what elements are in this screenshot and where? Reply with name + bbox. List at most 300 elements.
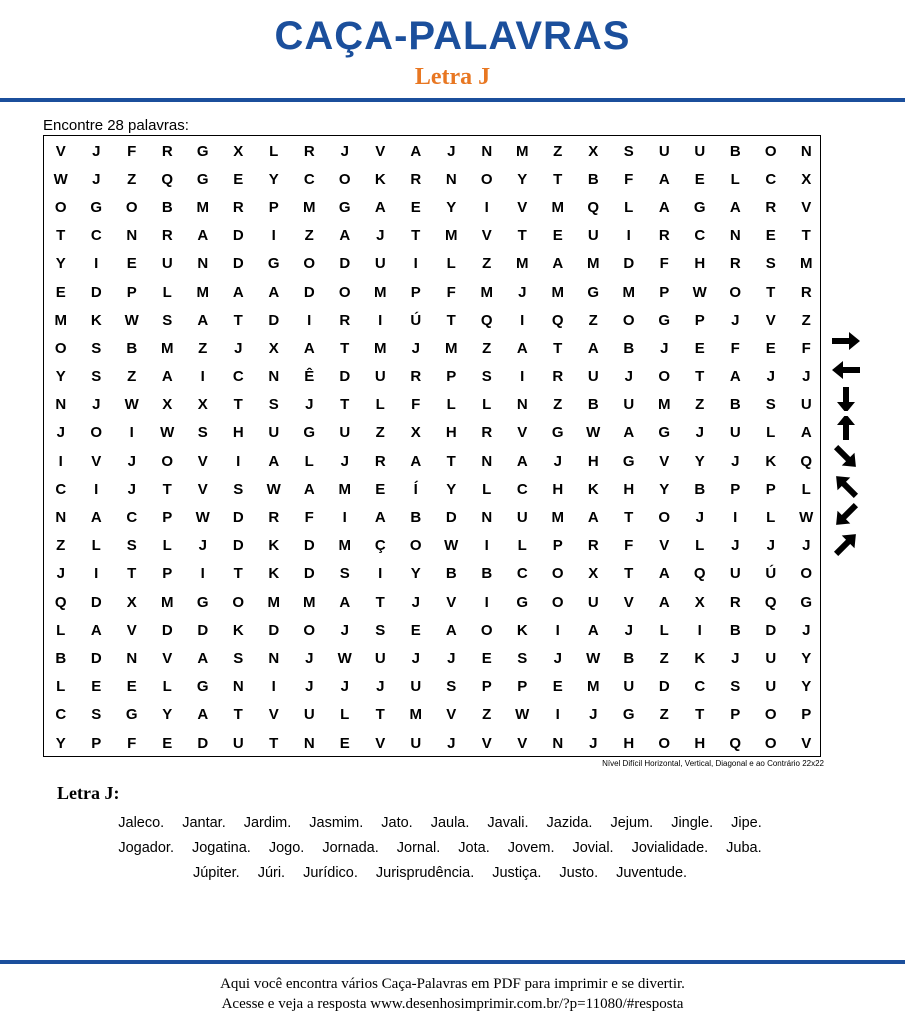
grid-cell[interactable]: I [307,311,312,329]
grid-cell[interactable]: U [374,368,386,386]
grid-cell[interactable]: R [552,368,564,386]
grid-cell[interactable]: Y [801,649,812,667]
grid-cell[interactable]: Y [410,565,421,583]
grid-cell[interactable]: T [801,227,811,245]
grid-cell[interactable]: T [411,227,421,245]
grid-cell[interactable]: N [481,509,493,527]
grid-cell[interactable]: X [588,565,599,583]
grid-cell[interactable]: Q [693,565,706,583]
grid-cell[interactable]: A [374,198,386,216]
grid-cell[interactable]: G [551,424,564,442]
grid-cell[interactable]: D [232,537,244,555]
grid-cell[interactable]: W [692,283,707,301]
grid-cell[interactable]: M [267,593,280,611]
grid-cell[interactable]: D [303,565,315,583]
grid-cell[interactable]: D [197,734,209,752]
grid-cell[interactable]: C [516,565,528,583]
grid-cell[interactable]: E [410,621,421,639]
grid-cell[interactable]: B [623,339,635,357]
grid-cell[interactable]: E [694,339,705,357]
grid-cell[interactable]: U [410,678,422,696]
grid-cell[interactable]: N [481,452,493,470]
grid-cell[interactable]: Z [56,537,66,555]
grid-cell[interactable]: E [162,734,173,752]
grid-cell[interactable]: S [233,480,244,498]
grid-cell[interactable]: Q [764,593,777,611]
grid-cell[interactable]: U [516,509,528,527]
grid-cell[interactable]: L [766,424,776,442]
grid-cell[interactable]: L [269,142,279,160]
grid-cell[interactable]: R [161,227,173,245]
grid-cell[interactable]: Z [127,368,137,386]
grid-cell[interactable]: U [765,678,777,696]
grid-cell[interactable]: S [91,706,102,724]
grid-cell[interactable]: N [303,734,315,752]
grid-cell[interactable]: I [129,424,134,442]
grid-cell[interactable]: G [125,706,138,724]
grid-cell[interactable]: N [197,255,209,273]
grid-cell[interactable]: J [305,678,314,696]
grid-cell[interactable]: J [340,621,349,639]
grid-cell[interactable]: V [517,424,528,442]
grid-cell[interactable]: T [553,339,563,357]
grid-cell[interactable]: D [90,649,102,667]
grid-cell[interactable]: I [94,565,99,583]
grid-cell[interactable]: J [127,480,136,498]
grid-cell[interactable]: L [624,198,634,216]
grid-cell[interactable]: U [161,255,173,273]
grid-cell[interactable]: R [268,509,280,527]
grid-cell[interactable]: K [516,621,528,639]
grid-cell[interactable]: Q [587,198,600,216]
grid-cell[interactable]: J [447,142,456,160]
grid-cell[interactable]: Ê [304,368,315,386]
grid-cell[interactable]: L [801,480,811,498]
grid-cell[interactable]: D [90,593,102,611]
grid-cell[interactable]: D [197,621,209,639]
grid-cell[interactable]: L [659,621,669,639]
grid-cell[interactable]: C [126,509,138,527]
grid-cell[interactable]: Y [162,706,173,724]
grid-cell[interactable]: U [729,424,741,442]
grid-cell[interactable]: L [375,396,385,414]
grid-cell[interactable]: J [92,142,101,160]
grid-cell[interactable]: Y [446,480,457,498]
grid-cell[interactable]: U [303,706,315,724]
grid-cell[interactable]: M [161,339,174,357]
grid-cell[interactable]: W [124,396,139,414]
grid-cell[interactable]: A [658,593,670,611]
grid-cell[interactable]: Q [551,311,564,329]
grid-cell[interactable]: F [624,170,634,188]
grid-cell[interactable]: T [233,396,243,414]
grid-cell[interactable]: F [127,734,137,752]
grid-cell[interactable]: W [337,649,352,667]
grid-cell[interactable]: K [374,170,386,188]
grid-cell[interactable]: M [374,339,387,357]
grid-cell[interactable]: J [553,649,562,667]
grid-cell[interactable]: U [623,396,635,414]
grid-cell[interactable]: R [729,593,741,611]
grid-cell[interactable]: R [410,170,422,188]
grid-cell[interactable]: A [516,452,528,470]
grid-cell[interactable]: Q [54,593,67,611]
grid-cell[interactable]: L [162,283,172,301]
grid-cell[interactable]: L [304,452,314,470]
grid-cell[interactable]: U [410,734,422,752]
grid-cell[interactable]: O [338,170,351,188]
grid-cell[interactable]: F [127,142,137,160]
grid-cell[interactable]: V [659,537,670,555]
grid-cell[interactable]: Ç [374,537,386,555]
grid-cell[interactable]: Z [375,424,385,442]
grid-cell[interactable]: N [729,227,741,245]
grid-cell[interactable]: E [375,480,386,498]
grid-cell[interactable]: T [695,368,705,386]
grid-cell[interactable]: Ú [765,565,777,583]
grid-cell[interactable]: P [410,283,421,301]
grid-cell[interactable]: T [127,565,137,583]
grid-cell[interactable]: S [91,368,102,386]
grid-cell[interactable]: P [162,565,173,583]
grid-cell[interactable]: P [481,678,492,696]
grid-cell[interactable]: M [587,678,600,696]
grid-cell[interactable]: J [553,452,562,470]
grid-cell[interactable]: C [55,706,67,724]
grid-cell[interactable]: P [552,537,563,555]
grid-cell[interactable]: A [516,339,528,357]
grid-cell[interactable]: C [55,480,67,498]
grid-cell[interactable]: O [338,283,351,301]
grid-cell[interactable]: Y [55,255,66,273]
grid-cell[interactable]: Z [127,170,137,188]
grid-cell[interactable]: A [552,255,564,273]
grid-cell[interactable]: T [162,480,172,498]
grid-cell[interactable]: D [232,227,244,245]
grid-cell[interactable]: J [56,424,65,442]
grid-cell[interactable]: J [695,424,704,442]
grid-cell[interactable]: X [694,593,705,611]
grid-cell[interactable]: J [234,339,243,357]
grid-cell[interactable]: U [232,734,244,752]
grid-cell[interactable]: W [195,509,210,527]
grid-cell[interactable]: J [731,311,740,329]
grid-cell[interactable]: S [339,565,350,583]
grid-cell[interactable]: I [271,227,276,245]
grid-cell[interactable]: O [303,255,316,273]
grid-cell[interactable]: V [481,227,492,245]
grid-cell[interactable]: T [517,227,527,245]
grid-cell[interactable]: S [730,678,741,696]
grid-cell[interactable]: O [800,565,813,583]
grid-cell[interactable]: R [303,142,315,160]
grid-cell[interactable]: D [339,255,351,273]
grid-cell[interactable]: G [90,198,103,216]
grid-cell[interactable]: E [552,227,563,245]
grid-cell[interactable]: O [232,593,245,611]
grid-cell[interactable]: B [587,170,599,188]
grid-cell[interactable]: J [695,509,704,527]
grid-cell[interactable]: O [764,706,777,724]
grid-cell[interactable]: A [90,509,102,527]
grid-cell[interactable]: S [765,255,776,273]
grid-cell[interactable]: P [517,678,528,696]
grid-cell[interactable]: J [127,452,136,470]
grid-cell[interactable]: J [376,678,385,696]
grid-cell[interactable]: J [802,537,811,555]
grid-cell[interactable]: U [729,565,741,583]
grid-cell[interactable]: V [268,706,279,724]
grid-cell[interactable]: Í [413,480,418,498]
grid-cell[interactable]: J [305,649,314,667]
grid-cell[interactable]: J [589,706,598,724]
grid-cell[interactable]: A [410,142,422,160]
grid-cell[interactable]: V [659,452,670,470]
grid-cell[interactable]: A [410,452,422,470]
grid-cell[interactable]: M [622,283,635,301]
grid-cell[interactable]: T [766,283,776,301]
grid-cell[interactable]: O [54,198,67,216]
grid-cell[interactable]: T [233,565,243,583]
grid-cell[interactable]: J [766,537,775,555]
grid-cell[interactable]: I [94,480,99,498]
grid-cell[interactable]: T [340,396,350,414]
grid-cell[interactable]: X [801,170,812,188]
grid-cell[interactable]: Y [446,198,457,216]
grid-cell[interactable]: Z [659,706,669,724]
grid-cell[interactable]: I [200,565,205,583]
grid-cell[interactable]: F [624,537,634,555]
grid-cell[interactable]: I [342,509,347,527]
grid-cell[interactable]: J [411,649,420,667]
grid-cell[interactable]: D [268,311,280,329]
grid-cell[interactable]: N [55,509,67,527]
grid-cell[interactable]: H [232,424,244,442]
grid-cell[interactable]: O [90,424,103,442]
grid-cell[interactable]: W [266,480,281,498]
grid-cell[interactable]: K [232,621,244,639]
grid-cell[interactable]: Z [553,396,563,414]
grid-cell[interactable]: E [694,170,705,188]
grid-cell[interactable]: A [445,621,457,639]
grid-cell[interactable]: V [446,706,457,724]
grid-cell[interactable]: M [551,509,564,527]
grid-cell[interactable]: M [338,480,351,498]
grid-cell[interactable]: C [694,678,706,696]
grid-cell[interactable]: W [160,424,175,442]
grid-cell[interactable]: W [515,706,530,724]
grid-cell[interactable]: B [445,565,457,583]
grid-cell[interactable]: A [232,283,244,301]
grid-cell[interactable]: J [802,368,811,386]
grid-cell[interactable]: K [765,452,777,470]
grid-cell[interactable]: H [445,424,457,442]
grid-cell[interactable]: U [339,424,351,442]
grid-cell[interactable]: M [54,311,67,329]
grid-cell[interactable]: A [197,311,209,329]
grid-cell[interactable]: I [378,311,383,329]
grid-cell[interactable]: R [374,452,386,470]
grid-cell[interactable]: A [658,170,670,188]
grid-cell[interactable]: M [800,255,813,273]
grid-cell[interactable]: M [374,283,387,301]
grid-cell[interactable]: S [91,339,102,357]
grid-cell[interactable]: J [340,678,349,696]
grid-cell[interactable]: Z [695,396,705,414]
grid-cell[interactable]: P [694,311,705,329]
grid-cell[interactable]: M [338,537,351,555]
grid-cell[interactable]: O [303,621,316,639]
grid-cell[interactable]: J [660,339,669,357]
grid-cell[interactable]: P [730,480,741,498]
grid-cell[interactable]: Z [801,311,811,329]
grid-cell[interactable]: T [233,706,243,724]
grid-cell[interactable]: I [697,621,702,639]
grid-cell[interactable]: I [555,706,560,724]
grid-cell[interactable]: C [90,227,102,245]
grid-cell[interactable]: R [339,311,351,329]
grid-cell[interactable]: X [588,142,599,160]
grid-cell[interactable]: L [482,480,492,498]
grid-cell[interactable]: U [587,227,599,245]
grid-cell[interactable]: P [446,368,457,386]
grid-cell[interactable]: J [731,452,740,470]
grid-cell[interactable]: B [410,509,422,527]
grid-cell[interactable]: H [587,452,599,470]
grid-cell[interactable]: X [233,142,244,160]
grid-cell[interactable]: P [801,706,812,724]
grid-cell[interactable]: I [236,452,241,470]
grid-cell[interactable]: S [517,649,528,667]
grid-cell[interactable]: T [340,339,350,357]
grid-cell[interactable]: J [447,649,456,667]
grid-cell[interactable]: N [481,142,493,160]
grid-cell[interactable]: X [126,593,137,611]
grid-cell[interactable]: G [338,198,351,216]
grid-cell[interactable]: Ú [410,311,422,329]
grid-cell[interactable]: J [447,734,456,752]
grid-cell[interactable]: D [268,621,280,639]
grid-cell[interactable]: R [587,537,599,555]
grid-cell[interactable]: A [587,509,599,527]
grid-cell[interactable]: N [268,368,280,386]
grid-cell[interactable]: S [268,396,279,414]
grid-cell[interactable]: M [516,142,529,160]
grid-cell[interactable]: O [480,170,493,188]
grid-cell[interactable]: V [162,649,173,667]
grid-cell[interactable]: Y [801,678,812,696]
grid-cell[interactable]: J [376,227,385,245]
grid-cell[interactable]: E [552,678,563,696]
grid-cell[interactable]: I [520,368,525,386]
grid-cell[interactable]: Z [198,339,208,357]
grid-cell[interactable]: E [410,198,421,216]
grid-cell[interactable]: Y [659,480,670,498]
grid-cell[interactable]: U [658,142,670,160]
grid-cell[interactable]: I [58,452,63,470]
grid-cell[interactable]: N [55,396,67,414]
grid-cell[interactable]: G [622,706,635,724]
grid-cell[interactable]: G [196,170,209,188]
grid-cell[interactable]: O [551,593,564,611]
grid-cell[interactable]: E [339,734,350,752]
grid-cell[interactable]: A [303,480,315,498]
grid-cell[interactable]: A [268,452,280,470]
grid-cell[interactable]: U [694,142,706,160]
grid-cell[interactable]: G [587,283,600,301]
grid-cell[interactable]: Z [304,227,314,245]
grid-cell[interactable]: R [410,368,422,386]
grid-cell[interactable]: U [268,424,280,442]
grid-cell[interactable]: Z [553,142,563,160]
grid-cell[interactable]: G [800,593,813,611]
grid-cell[interactable]: I [378,565,383,583]
grid-cell[interactable]: F [801,339,811,357]
grid-cell[interactable]: G [196,593,209,611]
grid-cell[interactable]: P [126,283,137,301]
grid-cell[interactable]: V [55,142,66,160]
grid-cell[interactable]: J [731,537,740,555]
grid-cell[interactable]: H [694,734,706,752]
grid-cell[interactable]: U [374,649,386,667]
grid-cell[interactable]: J [411,593,420,611]
grid-cell[interactable]: E [765,339,776,357]
grid-cell[interactable]: C [303,170,315,188]
grid-cell[interactable]: W [124,311,139,329]
grid-cell[interactable]: M [658,396,671,414]
grid-cell[interactable]: O [551,565,564,583]
grid-cell[interactable]: V [517,198,528,216]
grid-cell[interactable]: R [481,424,493,442]
grid-cell[interactable]: T [695,706,705,724]
grid-cell[interactable]: J [411,339,420,357]
grid-cell[interactable]: H [694,255,706,273]
grid-cell[interactable]: A [161,368,173,386]
grid-cell[interactable]: K [694,649,706,667]
grid-cell[interactable]: B [729,621,741,639]
grid-cell[interactable]: S [375,621,386,639]
grid-cell[interactable]: E [765,227,776,245]
grid-cell[interactable]: N [800,142,812,160]
grid-cell[interactable]: V [446,593,457,611]
grid-cell[interactable]: P [765,480,776,498]
grid-cell[interactable]: X [268,339,279,357]
grid-cell[interactable]: M [551,283,564,301]
grid-cell[interactable]: A [800,424,812,442]
grid-cell[interactable]: I [733,509,738,527]
grid-cell[interactable]: S [233,649,244,667]
grid-cell[interactable]: T [375,593,385,611]
grid-cell[interactable]: Q [480,311,493,329]
grid-cell[interactable]: D [90,283,102,301]
grid-cell[interactable]: D [623,255,635,273]
grid-cell[interactable]: V [91,452,102,470]
grid-cell[interactable]: X [197,396,208,414]
grid-cell[interactable]: C [694,227,706,245]
grid-cell[interactable]: L [446,396,456,414]
grid-cell[interactable]: M [551,198,564,216]
grid-cell[interactable]: I [94,255,99,273]
grid-cell[interactable]: D [339,368,351,386]
grid-cell[interactable]: R [161,142,173,160]
grid-cell[interactable]: Q [800,452,813,470]
grid-cell[interactable]: J [766,368,775,386]
grid-cell[interactable]: L [91,537,101,555]
grid-cell[interactable]: E [126,678,137,696]
grid-cell[interactable]: N [232,678,244,696]
grid-cell[interactable]: V [197,452,208,470]
grid-cell[interactable]: Y [268,170,279,188]
